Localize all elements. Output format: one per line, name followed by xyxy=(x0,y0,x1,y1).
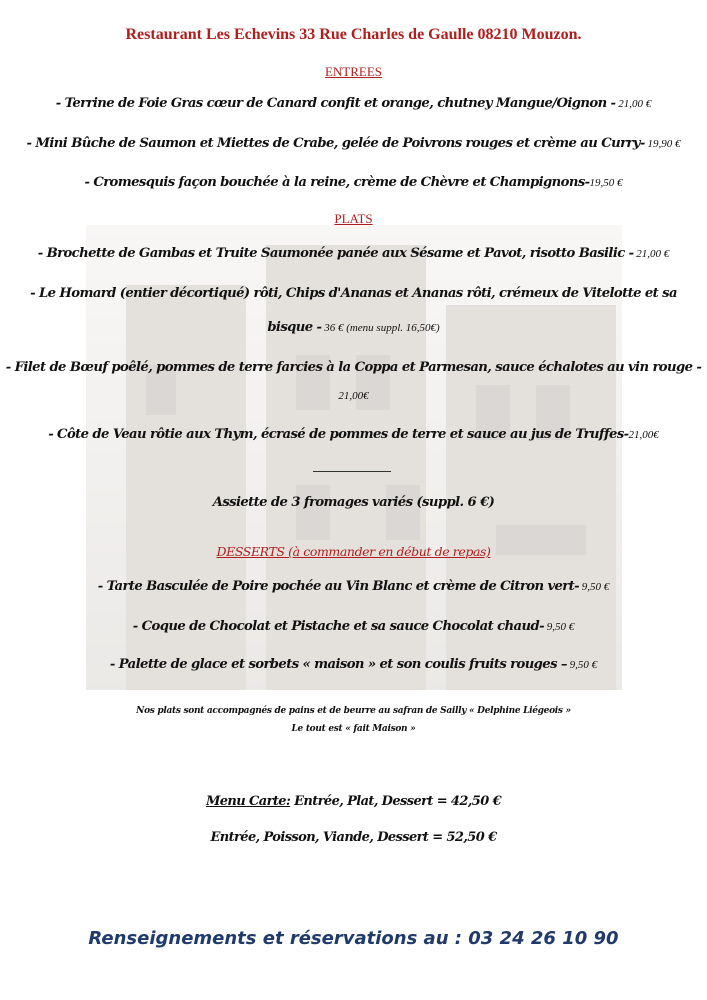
plat-item: - Brochette de Gambas et Truite Saumonée panée aux Sésame et Pavot, risotto Basilic - 21,00 € xyxy=(37,246,670,261)
desserts-heading: DESSERTS (à commander en début de repas) xyxy=(216,544,491,559)
entree-item: - Mini Bûche de Saumon et Miettes de Crabe, gelée de Poivrons rouges et crème au Curry- 19,90 € xyxy=(26,136,681,151)
entrees-heading: ENTREES xyxy=(324,64,383,79)
dessert-item: - Tarte Basculée de Poire pochée au Vin Blanc et crème de Citron vert- 9,50 € xyxy=(97,579,610,594)
homemade-note: Le tout est « fait Maison » xyxy=(291,724,416,734)
plat-item: - Filet de Bœuf poêlé, pommes de terre farcies à la Coppa et Parmesan, sauce échalotes au vin rouge - xyxy=(5,360,702,375)
plat-item-continued: bisque - 36 € (menu suppl. 16,50€) xyxy=(267,320,440,335)
dessert-item: - Palette de glace et sorbets « maison » et son coulis fruits rouges – 9,50 € xyxy=(109,657,598,672)
menu-carte: Menu Carte: Entrée, Plat, Dessert = 42,50 € xyxy=(205,794,502,809)
cheese-plate: Assiette de 3 fromages variés (suppl. 6 €) xyxy=(212,495,495,510)
restaurant-title: Restaurant Les Echevins 33 Rue Charles de Gaulle 08210 Mouzon. xyxy=(125,26,582,43)
entree-item: - Terrine de Foie Gras cœur de Canard confit et orange, chutney Mangue/Oignon - 21,00 € xyxy=(55,96,652,111)
entree-item: - Cromesquis façon bouchée à la reine, crème de Chèvre et Champignons-19,50 € xyxy=(84,175,623,190)
plats-heading: PLATS xyxy=(334,211,373,226)
dessert-item: - Coque de Chocolat et Pistache et sa sauce Chocolat chaud- 9,50 € xyxy=(132,619,575,634)
plat-item-price: 21,00€ xyxy=(338,390,369,402)
bread-note: Nos plats sont accompagnés de pains et de beurre au safran de Sailly « Delphine Liégeois » xyxy=(136,706,571,716)
contact-line: Renseignements et réservations au : 03 24 26 10 90 xyxy=(88,928,619,949)
menu-complet: Entrée, Poisson, Viande, Dessert = 52,50 € xyxy=(210,830,497,845)
plat-item: - Côte de Veau rôtie aux Thym, écrasé de pommes de terre et sauce au jus de Truffes-21,00€ xyxy=(48,427,659,442)
divider xyxy=(313,471,391,472)
plat-item: - Le Homard (entier décortiqué) rôti, Chips d'Ananas et Ananas rôti, crémeux de Vitelotte et sa xyxy=(30,286,677,301)
